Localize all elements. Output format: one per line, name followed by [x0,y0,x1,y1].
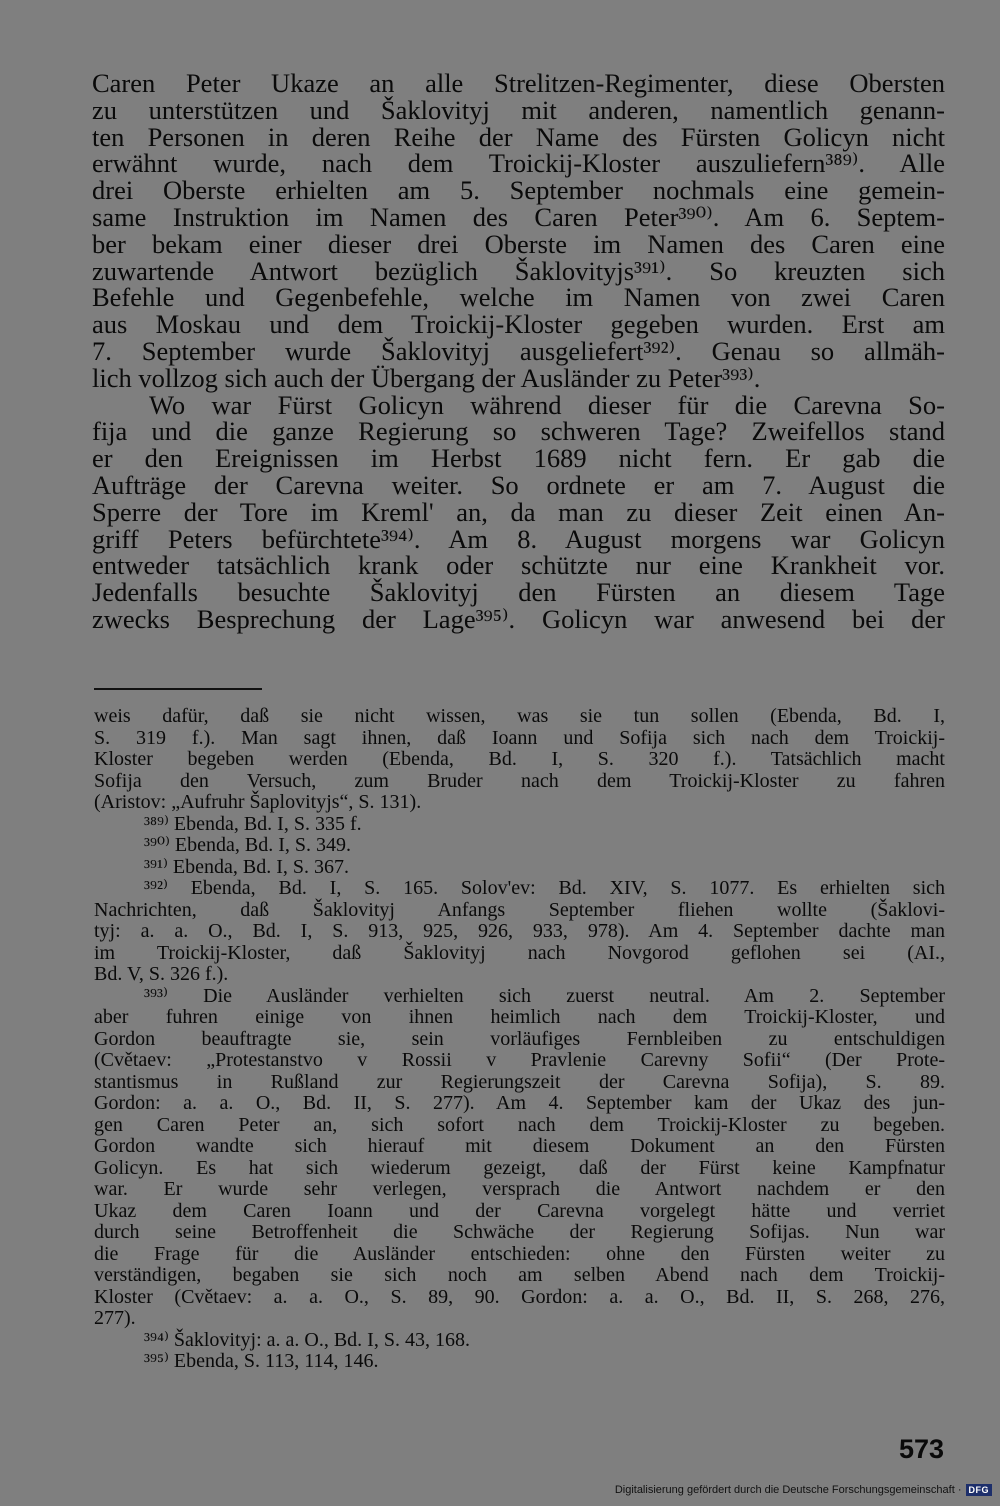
footnote-line: Golicyn. Es hat sich wiederum gezeigt, daß der Fürst keine Kampfnatur [94,1156,945,1179]
footnote-line: verständigen, begaben sie sich noch am selben Abend nach dem Troickij- [94,1264,945,1286]
footnote-line: Kloster begeben werden (Ebenda, Bd. I, S. 320 f.). Tatsächlich macht [94,748,945,770]
footnotes-block [94,706,945,1373]
footnote-line: tyj: a. a. O., Bd. I, S. 913, 925, 926, 933, 978). Am 4. September dachte man [94,920,945,942]
text-line: entweder tatsächlich krank oder schützte nur eine Krankheit vor. [92,550,945,581]
footnote-line: (Aristov: „Aufruhr Šaplovityjs“, S. 131). [94,791,422,813]
footnote-line: war. Er wurde sehr verlegen, versprach die Antwort nachdem er den [94,1178,945,1200]
footnote-line: (Cvětaev: „Protestanstvo v Rossii v Pravlenie Carevny Sofii“ (Der Prote- [94,1049,945,1071]
text-line: ten Personen in deren Reihe der Name des Fürsten Golicyn nicht [92,121,945,152]
footnote-line: Bd. V, S. 326 f.). [94,963,229,985]
footnote-line: gen Caren Peter an, sich sofort nach dem Troickij-Kloster zu begeben. [94,1113,945,1136]
text-line: ber bekam einer dieser drei Oberste im Namen des Caren eine [92,228,945,259]
footnote-line: ³⁸⁹⁾ Ebenda, Bd. I, S. 335 f. [144,812,362,835]
text-line: zu unterstützen und Šaklovityj mit anderen, namentlich genann- [92,94,945,125]
footnote-line: durch seine Betroffenheit die Schwäche der Regierung Sofijas. Nun war [94,1221,945,1243]
text-line: 7. September wurde Šaklovityj ausgeliefert³⁹²⁾. Genau so allmäh- [92,335,945,366]
footnote-line: S. 319 f.). Man sagt ihnen, daß Ioann und Sofija sich nach dem Troickij- [94,726,945,749]
text-line: fija und die ganze Regierung so schweren Tage? Zweifellos stand [92,416,945,447]
footnote-line: Ukaz dem Caren Ioann und der Carevna vorgelegt hätte und verriet [94,1199,945,1222]
dfg-logo: DFG [966,1484,993,1496]
footnote-line: 277). [94,1307,136,1329]
text-line: Befehle und Gegenbefehle, welche im Namen von zwei Caren [92,282,945,313]
footnote-line: ³⁹³⁾ Die Ausländer verhielten sich zuerst neutral. Am 2. September [144,984,945,1007]
footnote-line: die Frage für die Ausländer entschieden: ohne den Fürsten weiter zu [94,1242,945,1265]
text-line: zwecks Besprechung der Lage³⁹⁵⁾. Golicyn war anwesend bei der [92,603,945,634]
footnote-line: ³⁹⁵⁾ Ebenda, S. 113, 114, 146. [144,1350,379,1372]
footnote-line: ³⁹²⁾ Ebenda, Bd. I, S. 165. Solov'ev: Bd. XIV, S. 1077. Es erhielten sich [144,877,945,899]
footnote-line: Sofija den Versuch, zum Bruder nach dem Troickij-Kloster zu fahren [94,769,945,792]
footnote-line: Kloster (Cvětaev: a. a. O., S. 89, 90. Gordon: a. a. O., Bd. II, S. 268, 276, [94,1285,945,1308]
footnote-line: Gordon beauftragte sie, sein vorläufiges Fernbleiben zu entschuldigen [94,1027,945,1050]
footnote-line: Nachrichten, daß Šaklovityj Anfangs September fliehen wollte (Šaklovi- [94,898,945,921]
text-line: erwähnt wurde, nach dem Troickij-Kloster auszuliefern³⁸⁹⁾. Alle [92,148,945,179]
footnote-line: ³⁹⁰⁾ Ebenda, Bd. I, S. 349. [144,834,351,856]
text-line: lich vollzog sich auch der Übergang der Ausländer zu Peter³⁹³⁾. [92,362,761,393]
footnote-line: ³⁹⁴⁾ Šaklovityj: a. a. O., Bd. I, S. 43, 168. [144,1328,470,1351]
text-line: Jedenfalls besuchte Šaklovityj den Fürsten an diesem Tage [92,577,945,608]
text-line: Aufträge der Carevna weiter. So ordnete er am 7. August die [92,469,945,500]
text-line: aus Moskau und dem Troickij-Kloster gegeben wurden. Erst am [92,309,945,340]
footer-text: Digitalisierung gefördert durch die Deutsche Forschungsgemeinschaft · [614,1484,962,1496]
main-text-block [92,70,945,633]
text-line: drei Oberste erhielten am 5. September nochmals eine gemein- [92,175,945,206]
footnote-line: Gordon wandte sich hierauf mit diesem Dokument an den Fürsten [94,1135,945,1157]
digitization-footer [615,1484,992,1496]
text-line: Caren Peter Ukaze an alle Strelitzen-Regimenter, diese Obersten [92,68,945,98]
text-line: er den Ereignissen im Herbst 1689 nicht fern. Er gab die [92,443,945,474]
footnote-line: im Troickij-Kloster, daß Šaklovityj nach Novgorod geflohen sei (AI., [94,941,945,964]
footnote-line: weis dafür, daß sie nicht wissen, was sie tun sollen (Ebenda, Bd. I, [94,705,945,727]
footnote-separator [94,688,262,690]
page-number: 573 [898,1434,944,1464]
footnote-line: Gordon: a. a. O., Bd. II, S. 277). Am 4. September kam der Ukaz des jun- [94,1092,945,1114]
text-line: zuwartende Antwort bezüglich Šaklovityjs³⁹¹⁾. So kreuzten sich [92,255,945,286]
text-line: same Instruktion im Namen des Caren Peter³⁹⁰⁾. Am 6. Septem- [92,201,945,232]
footnote-line: ³⁹¹⁾ Ebenda, Bd. I, S. 367. [144,855,349,878]
footnote-line: stantismus in Rußland zur Regierungszeit der Carevna Sofija), S. 89. [94,1070,945,1093]
text-line: Wo war Fürst Golicyn während dieser für die Carevna So- [149,389,945,420]
text-line: Sperre der Tore im Kreml' an, da man zu dieser Zeit einen An- [92,496,945,527]
footnote-line: aber fuhren einige von ihnen heimlich nach dem Troickij-Kloster, und [94,1006,945,1028]
text-line: griff Peters befürchtete³⁹⁴⁾. Am 8. August morgens war Golicyn [92,523,945,554]
